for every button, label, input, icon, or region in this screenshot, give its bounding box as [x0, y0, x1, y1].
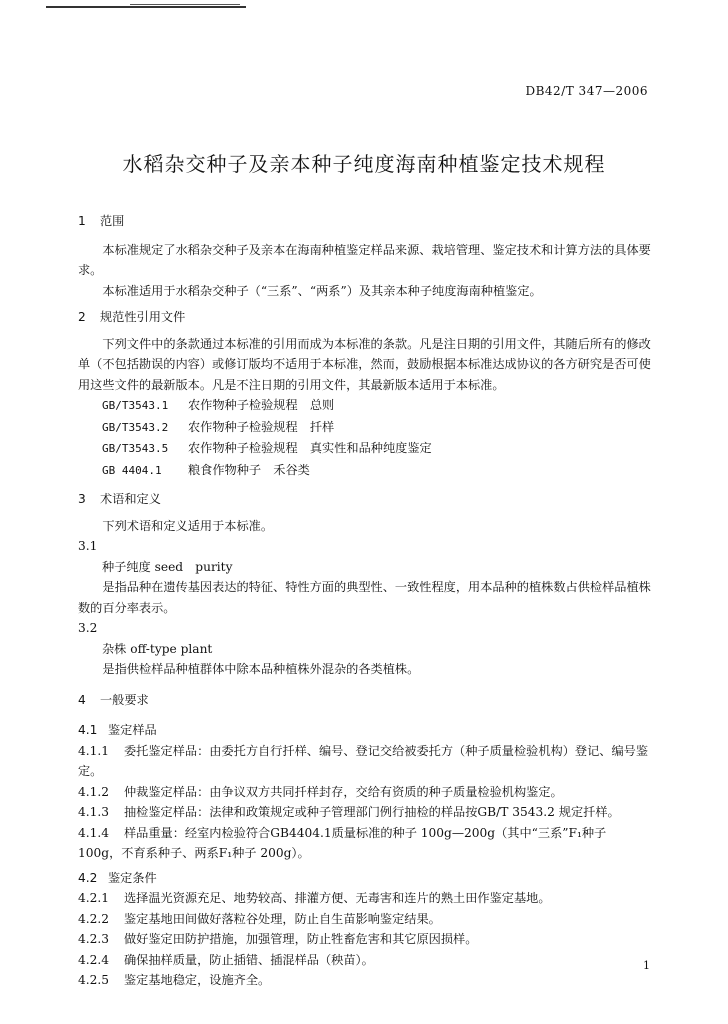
scan-artifact-line — [130, 4, 240, 5]
clause-text: 委托鉴定样品：由委托方自行扦样、编号、登记交给被委托方（种子质量检验机构）登记、编号鉴定。 — [78, 743, 649, 778]
paragraph: 下列文件中的条款通过本标准的引用而成为本标准的条款。凡是注日期的引用文件，其随后所有的修改单（不包括勘误的内容）或修订版均不适用于本标准，然而，鼓励根据本标准达成协议的各方研究是否可使用这些文件的最新版本。凡是不注日期的引用文件，其最新版本适用于本标准。 — [78, 336, 651, 392]
clause-text: 抽检鉴定样品：法律和政策规定或种子管理部门例行抽检的样品按GB/T 3543.2 规定扦样。 — [124, 805, 620, 819]
reference-item — [78, 438, 652, 460]
section-number: 4 — [78, 692, 86, 707]
clause-text: 样品重量：经室内检验符合GB4404.1质量标准的种子 100g—200g（其中“三系”F₁种子 100g，不育系种子、两系F₁种子 200g）。 — [78, 825, 607, 860]
reference-title: 农作物种子检验规程 总则 — [188, 398, 335, 412]
term-definition: 是指供检样品种植群体中除本品种植株外混杂的各类植株。 — [102, 662, 420, 676]
section-title: 规范性引用文件 — [100, 310, 186, 324]
section-heading — [78, 307, 652, 328]
document-title: 水稻杂交种子及亲本种子纯度海南种植鉴定技术规程 — [122, 152, 606, 176]
clause-number: 4.2.4 — [78, 952, 110, 967]
clause-item — [78, 970, 652, 991]
section-number: 2 — [78, 310, 86, 324]
clause-text: 鉴定基地田间做好落粒谷处理，防止自生苗影响鉴定结果。 — [124, 911, 441, 926]
reference-code: GB/T3543.5 — [102, 442, 169, 455]
section-title: 范围 — [100, 214, 125, 228]
clause-text: 仲裁鉴定样品：由争议双方共同扦样封存，交给有资质的种子质量检验机构鉴定。 — [124, 784, 563, 799]
clause-text: 选择温光资源充足、地势较高、排灌方便、无毒害和连片的熟土田作鉴定基地。 — [124, 891, 551, 905]
subsection-number: 4.1 — [78, 723, 98, 737]
term-number: 3.1 — [78, 539, 98, 553]
paragraph: 本标准适用于水稻杂交种子（“三系”、“两系”）及其亲本种子纯度海南种植鉴定。 — [102, 283, 542, 298]
paragraph: 下列术语和定义适用于本标准。 — [102, 518, 274, 533]
reference-item — [78, 395, 652, 417]
section-title: 术语和定义 — [100, 492, 161, 506]
clause-item — [78, 823, 652, 864]
reference-item — [78, 460, 652, 482]
term-name: 种子纯度 seed purity — [102, 559, 233, 574]
reference-code: GB/T3543.1 — [102, 399, 169, 412]
section-title: 一般要求 — [100, 692, 149, 707]
term-name: 杂株 off-type plant — [102, 641, 213, 656]
clause-number: 4.1.4 — [78, 825, 110, 840]
clause-item — [78, 929, 652, 950]
clause-number: 4.1.2 — [78, 784, 110, 799]
clause-item — [78, 802, 652, 823]
clause-item — [78, 950, 652, 971]
clause-number: 4.1.1 — [78, 743, 110, 758]
section-heading — [78, 211, 652, 232]
reference-code: GB/T3543.2 — [102, 420, 169, 434]
clause-text: 做好鉴定田防护措施，加强管理，防止牲畜危害和其它原因损样。 — [124, 932, 478, 946]
reference-code: GB 4404.1 — [102, 463, 162, 477]
section-number: 1 — [78, 214, 86, 228]
subsection-heading — [78, 720, 652, 741]
clause-number: 4.2.5 — [78, 973, 110, 987]
reference-item — [78, 417, 652, 439]
section-heading — [78, 690, 652, 711]
clause-number: 4.2.3 — [78, 932, 110, 946]
term-number: 3.2 — [78, 621, 98, 635]
reference-title: 农作物种子检验规程 真实性和品种纯度鉴定 — [188, 441, 432, 455]
document-number: DB42/T 347—2006 — [525, 84, 648, 98]
subsection-title: 鉴定条件 — [108, 870, 157, 885]
clause-item — [78, 909, 652, 930]
clause-number: 4.2.2 — [78, 911, 110, 926]
clause-item — [78, 782, 652, 803]
reference-title: 粮食作物种子 禾谷类 — [188, 462, 310, 477]
subsection-number: 4.2 — [78, 870, 98, 885]
clause-item — [78, 741, 652, 782]
subsection-title: 鉴定样品 — [108, 723, 157, 737]
clause-text: 确保抽样质量，防止插错、插混样品（秧苗）。 — [124, 952, 374, 967]
paragraph: 本标准规定了水稻杂交种子及亲本在海南种植鉴定样品来源、栽培管理、鉴定技术和计算方法的具体要求。 — [78, 242, 651, 277]
page-number: 1 — [643, 959, 650, 972]
clause-number: 4.1.3 — [78, 805, 110, 819]
clause-item — [78, 888, 652, 909]
section-heading — [78, 489, 652, 510]
reference-title: 农作物种子检验规程 扦样 — [188, 419, 335, 434]
scan-artifact-line — [46, 6, 246, 8]
term-definition: 是指品种在遗传基因表达的特征、特性方面的典型性、一致性程度，用本品种的植株数占供检样品植株数的百分率表示。 — [78, 580, 651, 615]
document-body — [78, 205, 652, 991]
clause-text: 鉴定基地稳定，设施齐全。 — [124, 973, 271, 987]
clause-number: 4.2.1 — [78, 891, 110, 905]
section-number: 3 — [78, 492, 86, 506]
subsection-heading — [78, 868, 652, 889]
